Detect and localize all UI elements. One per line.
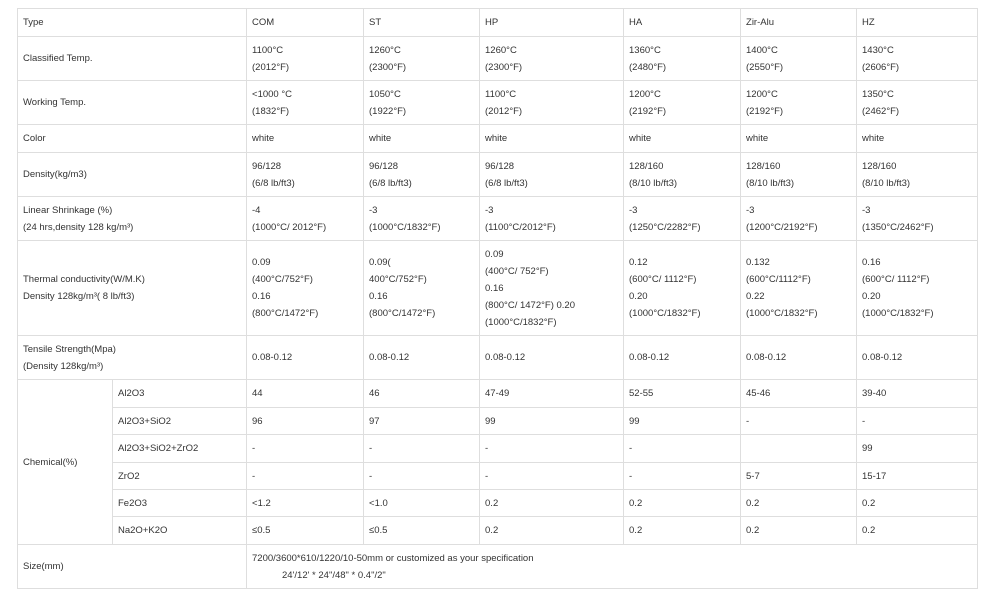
value-cell: white: [480, 125, 624, 153]
chemical-label: Chemical(%): [18, 380, 113, 545]
row-label: Thermal conductivity(W/M.K) Density 128kg/m³( 8 lb/ft3): [18, 241, 247, 336]
value-cell: 0.08-0.12: [624, 336, 741, 380]
value-cell: <1.0: [364, 490, 480, 517]
value-cell: white: [247, 125, 364, 153]
value-cell: white: [857, 125, 978, 153]
header-row: [18, 9, 978, 37]
size-metric: 7200/3600*610/1220/10-50mm or customized as your specification: [252, 552, 534, 564]
value-cell: white: [741, 125, 857, 153]
header-hp: HP: [480, 9, 624, 37]
value-cell: 0.08-0.12: [741, 336, 857, 380]
value-cell: 0.2: [741, 517, 857, 545]
value-cell: 0.2: [741, 490, 857, 517]
header-com: COM: [247, 9, 364, 37]
value-cell: 96: [247, 408, 364, 435]
size-imperial: 24'/12' * 24"/48" * 0.4"/2": [282, 569, 386, 581]
value-cell: white: [624, 125, 741, 153]
row-working: [18, 81, 978, 125]
value-cell: -3 (1200°C/2192°F): [741, 197, 857, 241]
value-cell: 1260°C (2300°F): [364, 37, 480, 81]
header-ha: HA: [624, 9, 741, 37]
value-cell: white: [364, 125, 480, 153]
value-cell: ≤0.5: [247, 517, 364, 545]
value-cell: 0.2: [624, 490, 741, 517]
header-st: ST: [364, 9, 480, 37]
value-cell: 0.12 (600°C/ 1112°F) 0.20 (1000°C/1832°F): [624, 241, 741, 336]
value-cell: 1100°C (2012°F): [247, 37, 364, 81]
row-thermal: [18, 241, 978, 336]
value-cell: -: [480, 435, 624, 463]
row-size: [18, 545, 978, 589]
value-cell: -3 (1350°C/2462°F): [857, 197, 978, 241]
row-label: Linear Shrinkage (%) (24 hrs,density 128 kg/m³): [18, 197, 247, 241]
value-cell: 1360°C (2480°F): [624, 37, 741, 81]
chemical-row: [18, 490, 978, 517]
value-cell: 128/160 (8/10 lb/ft3): [857, 153, 978, 197]
row-tensile: [18, 336, 978, 380]
value-cell: 128/160 (8/10 lb/ft3): [624, 153, 741, 197]
value-cell: -: [480, 463, 624, 490]
row-label: Color: [18, 125, 247, 153]
value-cell: 39-40: [857, 380, 978, 408]
header-hz: HZ: [857, 9, 978, 37]
specification-table: [17, 8, 978, 589]
value-cell: -: [624, 463, 741, 490]
value-cell: 5-7: [741, 463, 857, 490]
value-cell: 0.08-0.12: [364, 336, 480, 380]
value-cell: 97: [364, 408, 480, 435]
value-cell: 0.2: [857, 517, 978, 545]
value-cell: 0.132 (600°C/1112°F) 0.22 (1000°C/1832°F): [741, 241, 857, 336]
value-cell: ≤0.5: [364, 517, 480, 545]
value-cell: 96/128 (6/8 lb/ft3): [480, 153, 624, 197]
value-cell: <1.2: [247, 490, 364, 517]
value-cell: -: [247, 463, 364, 490]
chemical-row: [18, 380, 978, 408]
value-cell: 0.09 (400°C/752°F) 0.16 (800°C/1472°F): [247, 241, 364, 336]
value-cell: 1350°C (2462°F): [857, 81, 978, 125]
row-label: Working Temp.: [18, 81, 247, 125]
value-cell: <1000 °C (1832°F): [247, 81, 364, 125]
value-cell: -: [857, 408, 978, 435]
size-cell: [247, 545, 978, 589]
value-cell: 0.08-0.12: [480, 336, 624, 380]
value-cell: 1260°C (2300°F): [480, 37, 624, 81]
chemical-row: [18, 517, 978, 545]
value-cell: 0.08-0.12: [247, 336, 364, 380]
value-cell: -3 (1250°C/2282°F): [624, 197, 741, 241]
value-cell: 46: [364, 380, 480, 408]
value-cell: 99: [480, 408, 624, 435]
value-cell: 0.16 (600°C/ 1112°F) 0.20 (1000°C/1832°F): [857, 241, 978, 336]
value-cell: -: [364, 463, 480, 490]
row-classified: [18, 37, 978, 81]
value-cell: 0.09( 400°C/752°F) 0.16 (800°C/1472°F): [364, 241, 480, 336]
value-cell: 96/128 (6/8 lb/ft3): [364, 153, 480, 197]
value-cell: 1430°C (2606°F): [857, 37, 978, 81]
row-color: [18, 125, 978, 153]
value-cell: 0.09 (400°C/ 752°F) 0.16 (800°C/ 1472°F) 0.20 (1000°C/1832°F): [480, 241, 624, 336]
value-cell: 52-55: [624, 380, 741, 408]
value-cell: 15-17: [857, 463, 978, 490]
value-cell: -: [741, 408, 857, 435]
value-cell: [741, 435, 857, 463]
header-ziralu: Zir-Alu: [741, 9, 857, 37]
value-cell: 47-49: [480, 380, 624, 408]
chemical-name: ZrO2: [113, 463, 247, 490]
value-cell: 0.2: [480, 490, 624, 517]
value-cell: 96/128 (6/8 lb/ft3): [247, 153, 364, 197]
value-cell: 0.08-0.12: [857, 336, 978, 380]
value-cell: 1200°C (2192°F): [741, 81, 857, 125]
value-cell: 1400°C (2550°F): [741, 37, 857, 81]
row-label: Classified Temp.: [18, 37, 247, 81]
value-cell: -3 (1000°C/1832°F): [364, 197, 480, 241]
row-label: Density(kg/m3): [18, 153, 247, 197]
value-cell: 1050°C (1922°F): [364, 81, 480, 125]
value-cell: 99: [857, 435, 978, 463]
chemical-name: Al2O3+SiO2+ZrO2: [113, 435, 247, 463]
row-label: Tensile Strength(Mpa) (Density 128kg/m³): [18, 336, 247, 380]
row-label: Size(mm): [18, 545, 247, 589]
chemical-row: [18, 408, 978, 435]
chemical-name: Fe2O3: [113, 490, 247, 517]
value-cell: 1200°C (2192°F): [624, 81, 741, 125]
row-shrinkage: [18, 197, 978, 241]
value-cell: 0.2: [624, 517, 741, 545]
chemical-row: [18, 435, 978, 463]
value-cell: 44: [247, 380, 364, 408]
chemical-name: Al2O3: [113, 380, 247, 408]
chemical-row: [18, 463, 978, 490]
value-cell: 128/160 (8/10 lb/ft3): [741, 153, 857, 197]
value-cell: 0.2: [480, 517, 624, 545]
value-cell: -: [364, 435, 480, 463]
value-cell: -4 (1000°C/ 2012°F): [247, 197, 364, 241]
chemical-name: Al2O3+SiO2: [113, 408, 247, 435]
value-cell: -: [247, 435, 364, 463]
value-cell: 45-46: [741, 380, 857, 408]
header-type: Type: [18, 9, 247, 37]
chemical-name: Na2O+K2O: [113, 517, 247, 545]
value-cell: -3 (1100°C/2012°F): [480, 197, 624, 241]
value-cell: -: [624, 435, 741, 463]
value-cell: 99: [624, 408, 741, 435]
value-cell: 1100°C (2012°F): [480, 81, 624, 125]
row-density: [18, 153, 978, 197]
value-cell: 0.2: [857, 490, 978, 517]
